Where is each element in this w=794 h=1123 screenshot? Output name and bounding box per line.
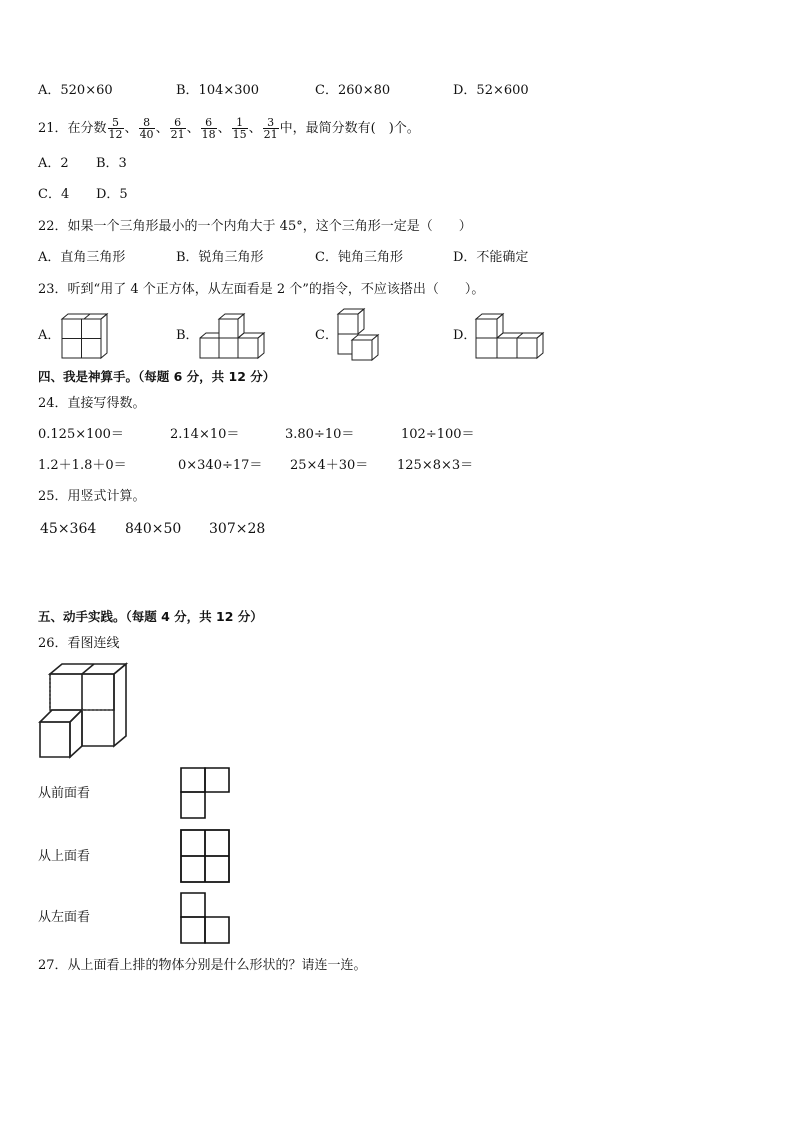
q21-option-b: B．3: [96, 156, 127, 171]
cube-figure-b: [198, 312, 268, 360]
view-shape-2: [179, 828, 231, 884]
view-front-label: 从前面看: [38, 786, 91, 801]
q22-option-b: B．锐角三角形: [176, 250, 264, 265]
calc-3: 3.80÷10＝: [285, 427, 355, 442]
q25-question: 25．用竖式计算。: [38, 489, 146, 504]
calc-1: 0.125×100＝: [38, 427, 124, 442]
q20-option-d: D．52×600: [453, 83, 529, 98]
calc-5: 1.2＋1.8＋0＝: [38, 458, 127, 473]
vertical-calc-2: 840×50: [125, 521, 182, 537]
q21-option-c: C．4: [38, 187, 70, 202]
q23-option-d-label: D．: [453, 328, 477, 343]
q23-option-c-label: C．: [315, 328, 338, 343]
cube-figure-a: [60, 312, 110, 360]
calc-2: 2.14×10＝: [170, 427, 240, 442]
q23-option-a-label: A．: [38, 328, 61, 343]
q22-option-a: A．直角三角形: [38, 250, 126, 265]
view-top-label: 从上面看: [38, 849, 91, 864]
q20-option-b: B．104×300: [176, 83, 260, 98]
fraction-1: $\frac{5}{12}$: [108, 116, 123, 141]
q26-question: 26．看图连线: [38, 636, 120, 651]
calc-4: 102÷100＝: [401, 427, 475, 442]
cube-figure-d: [474, 312, 546, 360]
fraction-4: $\frac{6}{18}$: [201, 116, 216, 141]
view-shape-1: [179, 766, 231, 820]
fraction-5: $\frac{1}{15}$: [232, 116, 247, 141]
q21-suffix: 中，最简分数有( )个。: [279, 121, 420, 136]
q20-option-c: C．260×80: [315, 83, 391, 98]
vertical-calc-1: 45×364: [40, 521, 97, 537]
q22-option-c: C．钝角三角形: [315, 250, 403, 265]
fraction-2: $\frac{8}{40}$: [139, 116, 154, 141]
q22-option-d: D．不能确定: [453, 250, 529, 265]
view-shape-3: [179, 891, 231, 945]
q21-question: 21．在分数 $\frac{5}{12}$ 、 $\frac{8}{40}$ 、 $\frac{6}{21}$ 、 $\frac{6}{18}$ 、 $\frac{1}{15}$ 、 $\frac{3}{21}$ 中，最简分数有( )个。: [38, 116, 420, 141]
section-4-title: 四、我是神算手。（每题 6 分，共 12 分）: [38, 369, 276, 384]
calc-8: 125×8×3＝: [397, 458, 474, 473]
vertical-calc-3: 307×28: [209, 521, 266, 537]
q27-question: 27．从上面看上排的物体分别是什么形状的？请连一连。: [38, 958, 367, 973]
q21-prefix: 21．在分数: [38, 121, 107, 136]
fraction-6: $\frac{3}{21}$: [263, 116, 278, 141]
calc-6: 0×340÷17＝: [178, 458, 263, 473]
cube-figure-c: [336, 306, 386, 362]
block-figure-3d: [38, 661, 130, 759]
q23-question: 23．听到“用了 4 个正方体，从左面看是 2 个”的指令，不应该搭出（ ）。: [38, 282, 485, 297]
calc-7: 25×4＋30＝: [290, 458, 369, 473]
q21-option-a: A．2: [38, 156, 69, 171]
view-left-label: 从左面看: [38, 910, 91, 925]
q22-question: 22．如果一个三角形最小的一个内角大于 45°，这个三角形一定是（ ）: [38, 219, 472, 234]
q24-question: 24．直接写得数。: [38, 396, 146, 411]
q23-option-b-label: B．: [176, 328, 199, 343]
q21-option-d: D．5: [96, 187, 128, 202]
q20-option-a: A．520×60: [38, 83, 113, 98]
fraction-3: $\frac{6}{21}$: [170, 116, 185, 141]
section-5-title: 五、动手实践。（每题 4 分，共 12 分）: [38, 609, 263, 624]
